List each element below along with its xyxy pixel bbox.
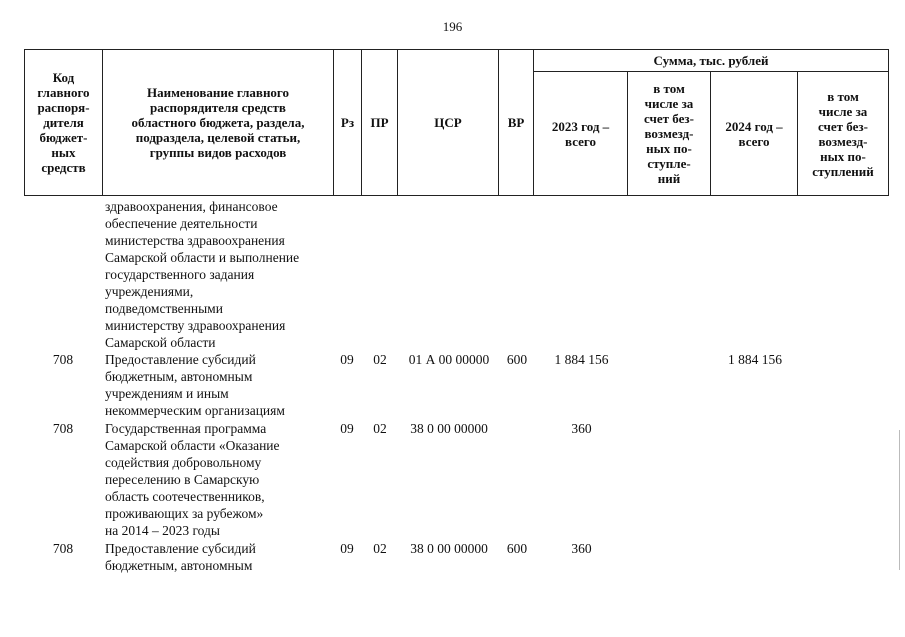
header-pr: ПР: [362, 50, 398, 196]
page-number: 196: [442, 19, 463, 34]
header-csr: ЦСР: [398, 50, 499, 196]
row-rz: 09: [340, 352, 354, 367]
row-rz: 09: [340, 421, 354, 436]
header-2024-free: в том числе за счет без- возмезд- ных по- ступлений: [798, 72, 889, 196]
header-sum-title: Сумма, тыс. рублей: [534, 50, 889, 72]
row-csr: 01 А 00 00000: [408, 352, 490, 367]
header-rz: Рз: [334, 50, 362, 196]
header-name: Наименование главного распорядителя средств областного бюджета, раздела, подраздела, целевой статьи, группы видов расходов: [103, 50, 334, 196]
row-pr: 02: [373, 421, 387, 436]
row-vr: 600: [506, 541, 528, 556]
row-csr: 38 0 00 00000: [410, 421, 488, 436]
row-name: здравоохранения, финансовое обеспечение деятельности министерства здравоохранения Самарской области и выполнение государственного задания учреждениями, подведомственными министерству здравоохранения Самарской области: [105, 199, 300, 350]
row-csr: 38 0 00 00000: [410, 541, 488, 556]
row-sum-2024: 1 884 156: [728, 352, 782, 367]
row-pr: 02: [373, 352, 387, 367]
row-sum-2023: 360: [571, 421, 592, 436]
header-code: Код главного распоря- дителя бюджет- ных средств: [25, 50, 103, 196]
row-sum-2023: 1 884 156: [554, 352, 609, 367]
row-name: Государственная программа Самарской области «Оказание содействия добровольному переселению в Самарскую область соотечественников, проживающих за рубежом» на 2014 – 2023 годы: [105, 421, 280, 538]
header-2024-total: 2024 год – всего: [711, 72, 798, 196]
row-code: 708: [52, 352, 74, 367]
header-2023-total: 2023 год – всего: [534, 72, 628, 196]
row-rz: 09: [340, 541, 354, 556]
row-pr: 02: [373, 541, 387, 556]
row-name: Предоставление субсидий бюджетным, автономным учреждениям и иным некоммерческим организациям: [105, 352, 285, 418]
table-header: [24, 49, 889, 196]
row-vr: 600: [506, 352, 528, 367]
row-sum-2023: 360: [571, 541, 592, 556]
header-vr: ВР: [499, 50, 534, 196]
scan-edge-line: [899, 430, 900, 570]
row-code: 708: [52, 421, 74, 436]
row-code: 708: [52, 541, 74, 556]
header-2023-free: в том числе за счет без- возмезд- ных по- ступле- ний: [628, 72, 711, 196]
row-name: Предоставление субсидий бюджетным, автономным: [105, 541, 256, 573]
